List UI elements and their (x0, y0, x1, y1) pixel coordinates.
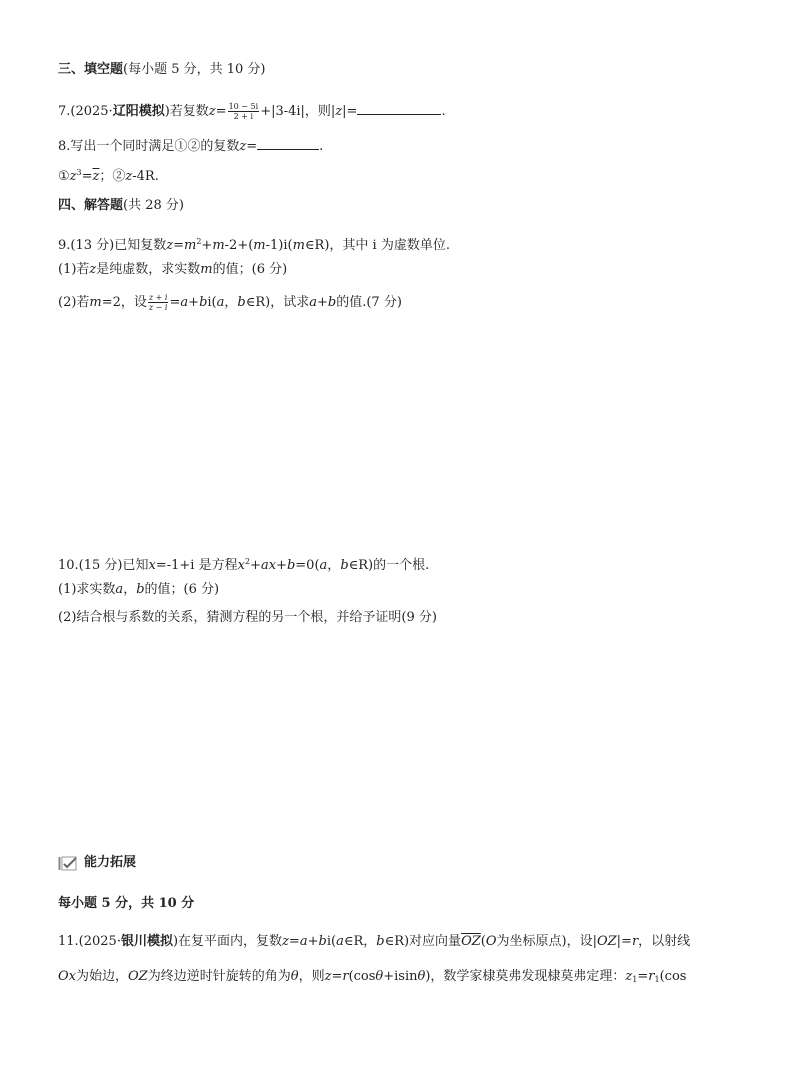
question-9-fraction: $\frac{z + i}{z - i}$ (148, 293, 168, 312)
question-11-line-2: Ox为始边，OZ为终边逆时针旋转的角为θ，则z=r(cosθ+isinθ)，数学家棣莫弗发现棣莫弗定理：$z_1=r_1(\cos$ (58, 969, 687, 984)
section-3-header (58, 61, 266, 79)
question-7: 7.(2025·辽阳模拟)若复数z= $\frac{10 - 5i}{2 + i}$ +|3-4i|，则|z|= . (58, 102, 446, 121)
section-4-title: 四、解答题 (58, 198, 124, 213)
question-8-conditions: $①z^3=\overline{z}$；②z-4R. (58, 168, 159, 184)
question-7-answer-blank[interactable] (357, 101, 441, 115)
question-9-part-2: (2)若m=2，设 $\frac{z + i}{z - i}$ =a+bi(a，b∈R)，试求a+b的值.(7 分) (58, 293, 402, 312)
extension-title: 能力拓展 (84, 855, 137, 870)
section-4-note: (共 28 分) (123, 198, 184, 213)
vector-oz: $\overline{OZ}$ (461, 934, 481, 949)
question-8-answer-blank[interactable] (257, 136, 319, 150)
question-10-part-2: (2)结合根与系数的关系，猜测方程的另一个根，并给予证明(9 分) (58, 610, 437, 625)
check-board-icon (58, 855, 78, 871)
extension-header (58, 854, 136, 872)
section-3-note: (每小题 5 分，共 10 分) (123, 62, 266, 77)
section-3-title: 三、填空题 (58, 62, 124, 77)
question-11-line-1: 11.(2025·银川模拟)在复平面内，复数z=a+bi(a∈R，b∈R)对应向量$\overline{OZ}(O$为坐标原点)，设|OZ|=r，以射线 (58, 934, 691, 949)
question-9: 9.(13 分)已知复数$z=m^2+m-2+(m-1)i(m\in R)$，其中 i 为虚数单位. (58, 237, 450, 253)
question-10: 10.(15 分)已知x=-1+i 是方程$x^2+ax+b=0(a$，b∈R)的一个根. (58, 557, 430, 573)
question-8: 8.写出一个同时满足①②的复数z= . (58, 136, 323, 156)
question-7-source: 辽阳模拟 (112, 104, 165, 119)
question-10-part-1: (1)求实数a，b的值；(6 分) (58, 582, 220, 597)
section-4-header (58, 197, 184, 215)
conjugate-z: $\overline{z}$ (92, 169, 100, 184)
question-7-fraction: $\frac{10 - 5i}{2 + i}$ (228, 102, 259, 121)
extension-note: 每小题 5 分，共 10 分 (58, 896, 195, 911)
question-11-source: 银川模拟 (120, 934, 173, 949)
question-9-part-1: (1)若z是纯虚数，求实数m的值；(6 分) (58, 262, 288, 277)
